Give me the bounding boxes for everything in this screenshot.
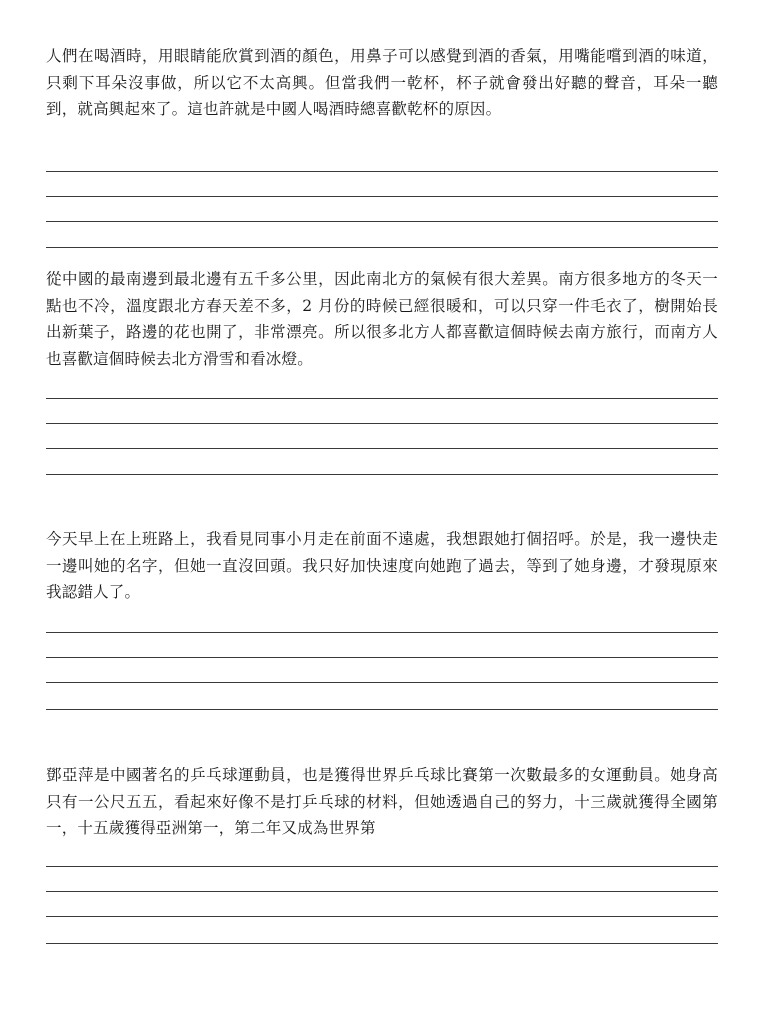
- writing-line[interactable]: [46, 221, 718, 222]
- writing-line[interactable]: [46, 891, 718, 892]
- writing-line[interactable]: [46, 247, 718, 248]
- writing-line[interactable]: [46, 423, 718, 424]
- passage-text: 從中國的最南邊到最北邊有五千多公里，因此南北方的氣候有很大差異。南方很多地方的冬天一點也不冷，溫度跟北方春天差不多，2 月份的時候已經很暖和，可以只穿一件毛衣了，樹開始長出新葉子，路邊的花也開了，非常漂亮。所以很多北方人都喜歡這個時候去南方旅行，而南方人也喜歡這個時候去北方滑雪和看冰燈。: [46, 270, 718, 368]
- answer-lines-3: [46, 632, 718, 712]
- exercise-section-2: [46, 266, 718, 372]
- passage-text: 人們在喝酒時，用眼睛能欣賞到酒的顏色，用鼻子可以感覺到酒的香氣，用嘴能嚐到酒的味道，只剩下耳朵沒事做，所以它不太高興。但當我們一乾杯，杯子就會發出好聽的聲音，耳朵一聽到，就高興起來了。這也許就是中國人喝酒時總喜歡乾杯的原因。: [46, 47, 718, 118]
- passage-text: 鄧亞萍是中國著名的乒乓球運動員，也是獲得世界乒乓球比賽第一次數最多的女運動員。她身高只有一公尺五五，看起來好像不是打乒乓球的材料，但她透過自己的努力，十三歲就獲得全國第一，十五歲獲得亞洲第一，第二年又成為世界第: [46, 766, 718, 837]
- answer-lines-2: [46, 398, 718, 478]
- writing-line[interactable]: [46, 916, 718, 917]
- writing-line[interactable]: [46, 657, 718, 658]
- writing-line[interactable]: [46, 474, 718, 475]
- writing-line[interactable]: [46, 632, 718, 633]
- writing-line[interactable]: [46, 709, 718, 710]
- writing-line[interactable]: [46, 171, 718, 172]
- answer-lines-4: [46, 866, 718, 946]
- exercise-section-4: [46, 762, 718, 842]
- writing-line[interactable]: [46, 448, 718, 449]
- writing-line[interactable]: [46, 398, 718, 399]
- exercise-section-3: [46, 526, 718, 606]
- writing-line[interactable]: [46, 682, 718, 683]
- answer-lines-1: [46, 171, 718, 251]
- exercise-section-1: [46, 43, 718, 123]
- writing-line[interactable]: [46, 866, 718, 867]
- writing-line[interactable]: [46, 196, 718, 197]
- writing-line[interactable]: [46, 943, 718, 944]
- passage-text: 今天早上在上班路上，我看見同事小月走在前面不遠處，我想跟她打個招呼。於是，我一邊快走一邊叫她的名字，但她一直沒回頭。我只好加快速度向她跑了過去，等到了她身邊，才發現原來我認錯人了。: [46, 530, 718, 601]
